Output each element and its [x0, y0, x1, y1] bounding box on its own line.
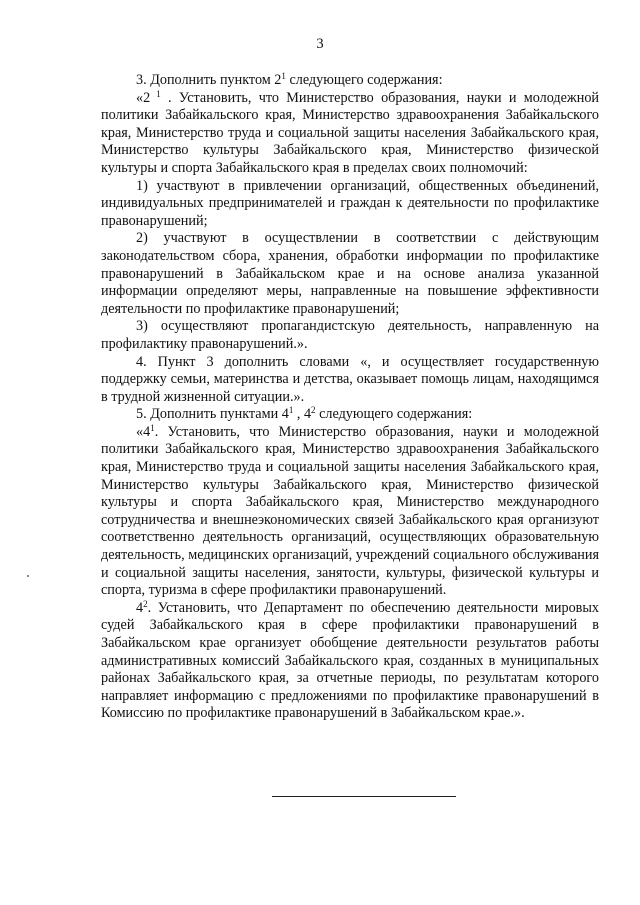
document-body: [101, 72, 599, 723]
paragraph-clause-4-2: $4^2$. Установить, что Департамент по обеспечению деятельности мировых судей Забайкальского края в сфере профилактики правонарушений в Забайкальском крае организует обобщение деятельности результатов работы административных комиссий Забайкальского края, созданных в муниципальных районах Забайкальского края, за отчетные периоды, по результатам которого направляет информацию с предложениями по профилактике правонарушений в Комиссию по профилактике правонарушений в Забайкальском крае.».: [101, 598, 599, 722]
superscript: 1: [150, 88, 161, 99]
paragraph-subclause-2: 2) участвуют в осуществлении в соответствии с действующим законодательством сбора, хранения, обработки информации по профилактике правонарушений в Забайкальском крае и на основе анализа указанной информации определяют меры, направленные на повышение эффективности деятельности по профилактике правонарушений;: [101, 230, 599, 317]
paragraph-subclause-3: 3) осуществляют пропагандистскую деятельность, направленную на профилактику правонарушений.».: [101, 318, 599, 352]
superscript: 1: [281, 71, 286, 81]
scan-dot-mark: [27, 575, 29, 577]
paragraph-clause-2-1: «2 $^1$ . Установить, что Министерство образования, науки и молодежной политики Забайкальского края, Министерство здравоохранения Забайкальского края, Министерство труда и социальной защиты населения Забайкальского края, Министерство культуры Забайкальского края, Министерство физической культуры и спорта Забайкальского края в пределах своих полномочий:: [101, 88, 600, 176]
page-number: 3: [316, 36, 324, 52]
paragraph-clause-4-1: «$4^1$. Установить, что Министерство образования, науки и молодежной политики Забайкальского края, Министерство здравоохранения Забайкальского края, Министерство труда и социальной защиты населения Забайкальского края, Министерство культуры Забайкальского края, Министерство физической культуры и спорта Забайкальского края, Министерство международного сотрудничества и внешнеэкономических связей Забайкальского края организуют соответственно деятельность организаций, осуществляющих образовательную деятельность, медицинских организаций, учреждений социального обслуживания и социальной защиты населения, занятости, культуры, физической культуры и спорта, туризма в сфере профилактики правонарушений.: [101, 422, 599, 599]
paragraph-amend-item-5: 5. Дополнить пунктами $4^1$ , $4^2$ следующего содержания:: [136, 405, 473, 423]
superscript: 1: [288, 405, 294, 416]
closing-divider-line: [272, 796, 456, 797]
paragraph-amend-item-4: 4. Пункт 3 дополнить словами «, и осуществляет государственную поддержку семьи, материнства и детства, оказывает помощь лицам, находящимся в трудной жизненной ситуации.».: [101, 353, 599, 405]
superscript: 2: [311, 405, 316, 416]
superscript: 1: [150, 422, 155, 433]
paragraph-subclause-1: 1) участвуют в привлечении организаций, общественных объединений, индивидуальных предпринимателей и граждан к деятельности по профилактике правонарушений;: [101, 177, 599, 229]
paragraph-amend-item-3: 3. Дополнить пунктом $2^1$ следующего содержания:: [136, 71, 443, 88]
superscript: 2: [143, 598, 148, 609]
